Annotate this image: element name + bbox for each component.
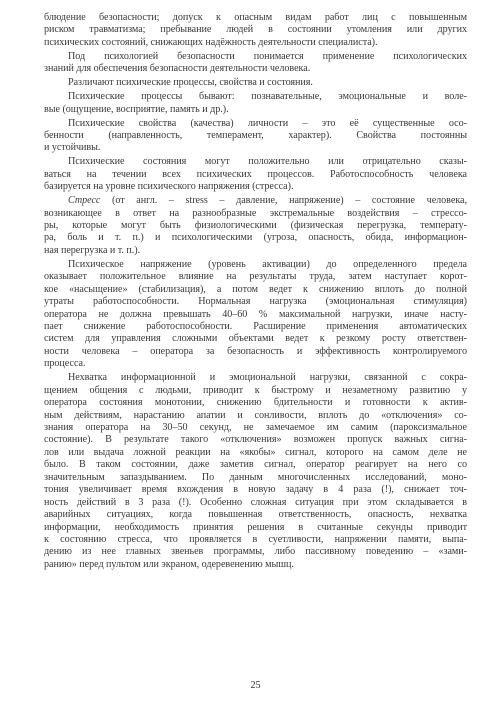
text-line: знаний для обеспечения безопасности деятельности человека. — [44, 63, 311, 75]
text-line: к состоянию стресса, что проявляется в суетливости, напряжении памяти, выпа- — [44, 533, 467, 545]
text-line: ра, боль и т. п.) и психологическими (угроза, опасность, обида, информацион- — [44, 232, 467, 244]
text-line: оказывает положительное влияние на результаты труда, затем наступает корот- — [44, 271, 467, 283]
document-page — [44, 12, 467, 702]
text-line: ным действиям, нарастанию апатии и сонливости, вплоть до «отключения» со- — [44, 409, 467, 421]
text-line: значительным запаздыванием. По данным многочисленных исследований, моно- — [44, 471, 467, 483]
text-line: процесса. — [44, 358, 86, 370]
text-line: оператора состояния монотонии, снижению бдительности и готовности к актив- — [44, 397, 467, 409]
text-line: лов или выдача ложной реакции на «якобы» сигнал, которого на самом деле не — [44, 446, 467, 458]
text-line — [44, 195, 467, 207]
text-line: состояние). В результате такого «отключения» возможен пропуск важных сигна- — [44, 434, 467, 446]
text-line: тония увеличивает время вхождения в новую задачу в 4 раза (!), снижает точ- — [44, 484, 467, 496]
text-line: возникающее в ответ на разнообразные экстремальные воздействия – стрессо- — [44, 207, 467, 219]
text-line: оператора не должна превышать 40–60 % максимальной нагрузки, иначе насту- — [44, 308, 467, 320]
text-line: базируется на уровне психического напряжения (стресса). — [44, 181, 294, 193]
text-line: ность действий в 3 раза (!). Особенно сложная ситуация при этом складывается в — [44, 496, 467, 508]
line-text: (от англ. – stress – давление, напряжение) – состояние человека, — [100, 195, 467, 207]
text-line: Психические процессы бывают: познавательные, эмоциональные и воле- — [68, 91, 467, 103]
text-line: психических состояний, снижающих надёжность деятельности специалиста). — [44, 36, 378, 48]
text-line: пает снижение работоспособности. Расширение применения автоматических — [44, 321, 467, 332]
text-line: Психические свойства (качества) личности – это её существенные осо- — [68, 117, 467, 129]
page-number: 25 — [250, 680, 261, 691]
text-line: аварийных ситуациях, когда повышенная ответственность, опасность, нехватка — [44, 509, 467, 521]
text-line: ранию» перед пультом или экраном, одеревенению мышц. — [44, 558, 294, 570]
text-line: систем для управления сложными объектами ведет к резкому росту ответствен- — [44, 333, 467, 345]
text-line: ры, которые могут быть физиологическими (физическая перегрузка, температу- — [44, 220, 467, 231]
text-line: ности человека – оператора за безопасность и эффективность контролируемого — [44, 345, 467, 357]
text-line: кое «насыщение» (стабилизация), а потом ведет к снижению вплоть до полной — [44, 283, 467, 295]
text-line: информации, необходимость принятия решения в считанные секунды приводит — [44, 521, 467, 533]
text-line: дению из нее главных звеньев программы, либо пассивному поведению – «зами- — [44, 546, 467, 558]
text-line: блюдение безопасности; допуск к опасным видам работ лиц с повышенным — [44, 12, 467, 23]
text-line: щением общения с людьми, приводит к быстрому и незаметному развитию у — [44, 384, 467, 396]
text-line: вые (ощущение, восприятие, память и др.). — [44, 103, 229, 115]
italic-term: Стресс — [68, 195, 101, 207]
text-line: Психические состояния могут положительно или отрицательно сказы- — [68, 156, 467, 168]
text-line: бенности (направленность, темперамент, характер). Свойства постоянны — [44, 129, 467, 141]
text-line: было. В таком состоянии, даже заметив сигнал, оператор реагирует на него со — [44, 459, 467, 471]
text-line: Под психологией безопасности понимается применение психологических — [68, 50, 467, 62]
text-line: Различают психические процессы, свойства и состояния. — [68, 77, 313, 89]
text-line: знания оператора на 30–50 секунд, не замечаемое им самим (пароксизмальное — [44, 422, 467, 433]
text-line: Нехватка информационной и эмоциональной нагрузки, связанной с сокра- — [68, 372, 467, 384]
text-line: ная перегрузка и т. п.). — [44, 244, 141, 256]
page-text-body — [44, 12, 467, 571]
text-line: утраты работоспособности. Нормальная нагрузка (эмоциональная стимуляция) — [44, 296, 467, 308]
text-line: риском травматизма; пребывание людей в состоянии утомления или других — [44, 24, 467, 36]
text-line: Психическое напряжение (уровень активации) до определенного предела — [68, 258, 467, 270]
text-line: и устойчивы. — [44, 142, 101, 154]
text-line: ваться на течении всех психических процессов. Работоспособность человека — [44, 168, 467, 180]
